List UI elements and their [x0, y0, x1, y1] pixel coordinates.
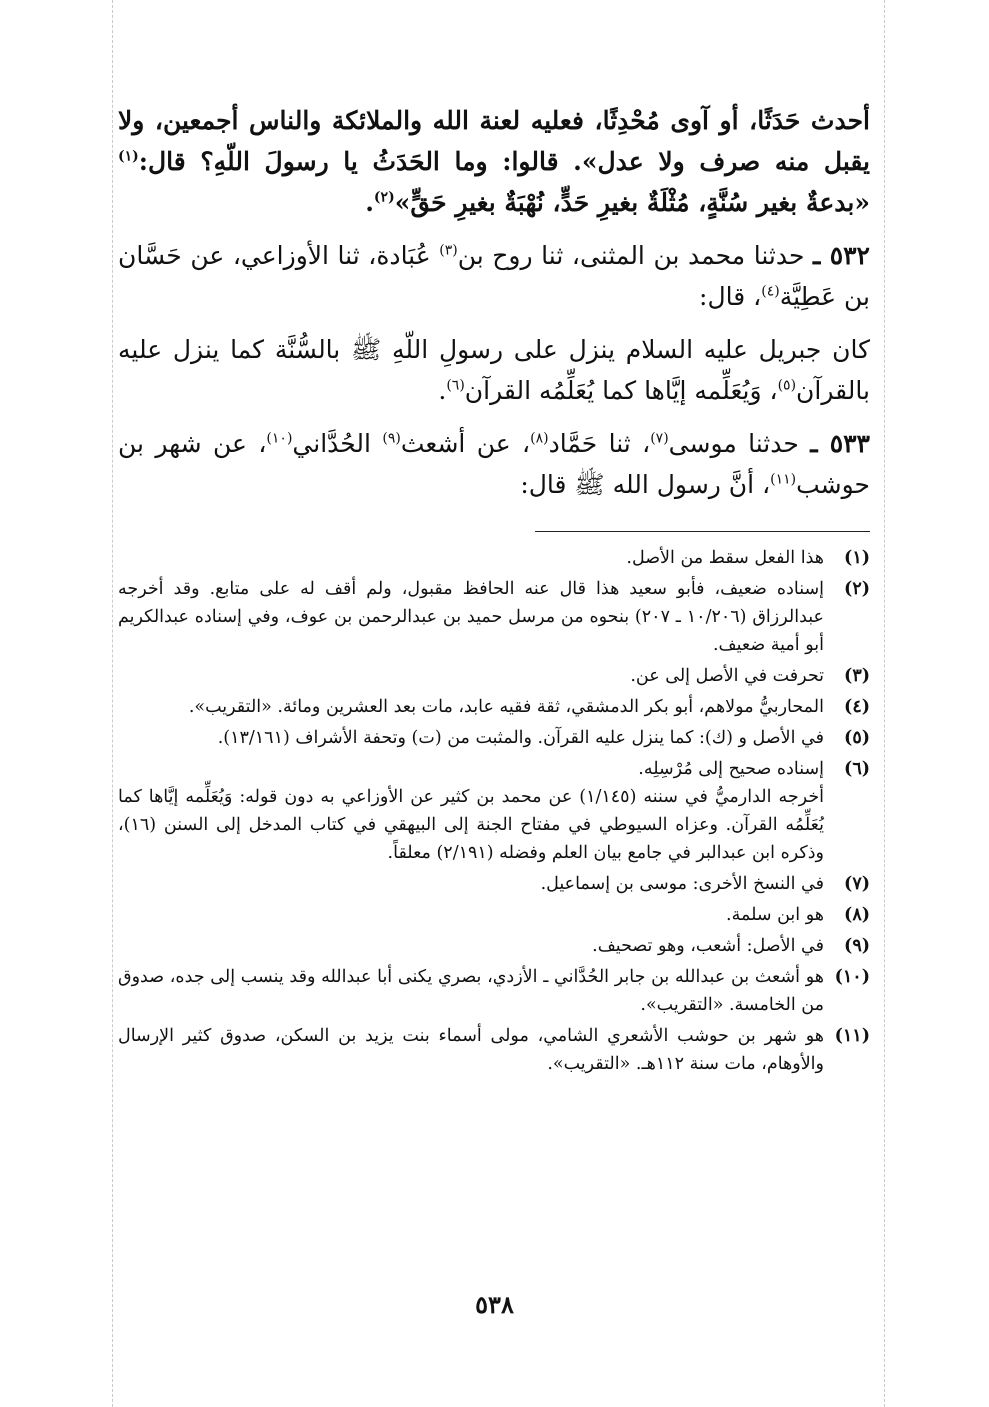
para1-quote: «بدعةٌ بغير سُنَّةٍ، مُثْلَةٌ بغيرِ حَدٍّ، نُهْبَةٌ بغيرِ حَقٍّ»: [394, 188, 870, 217]
footnote-number: (٧): [844, 874, 870, 894]
footnotes: [118, 544, 870, 1078]
footnote: [118, 963, 870, 1019]
note-ref-5: (٥): [777, 377, 797, 394]
footnote: [118, 1022, 870, 1078]
hadith-533-number: ٥٣٣ ـ: [810, 429, 870, 458]
note-ref-10: (١٠): [266, 430, 293, 447]
note-ref-3: (٣): [439, 242, 458, 259]
text532-a: كان جبريل عليه السلام ينزل على رسولِ اللّهِ ﷺ بالسُّنَّة كما ينزل عليه بالقرآن: [118, 335, 870, 405]
footnote: [118, 662, 870, 690]
footnote: [118, 575, 870, 659]
footnote: [118, 693, 870, 721]
para1-text: أحدث حَدَثًا، أو آوى مُحْدِثًا، فعليه لعنة الله والملائكة والناس أجمعين، ولا يقبل منه صرف ولا عدل». قالوا: وما الحَدَثُ يا رسولَ اللّهِ؟ قال:: [118, 106, 870, 176]
h533-f: ، أنَّ رسول الله ﷺ قال:: [520, 470, 771, 499]
note-ref-1: (١): [118, 148, 139, 165]
scan-edge-right: [884, 0, 885, 1407]
footnote-number: (٥): [844, 728, 870, 748]
footnote-text: هو أشعث بن عبدالله بن جابر الحُدَّاني ـ الأزدي، بصري يكنى أبا عبدالله وقد ينسب إلى جده، صدوق من الخامسة. «التقريب».: [118, 967, 824, 1015]
footnote: [118, 932, 870, 960]
footnote-number: (٨): [844, 905, 870, 925]
h533-c: ، عن أشعث: [400, 429, 531, 458]
footnote-separator: [535, 531, 870, 532]
footnote-number: (٣): [844, 666, 870, 686]
footnote-text: تحرفت في الأصل إلى عن.: [630, 666, 824, 686]
main-text: [118, 100, 870, 505]
footnote-number: (١٠): [834, 967, 870, 987]
h532-a: حدثنا محمد بن المثنى، ثنا روح بن: [457, 241, 805, 270]
page-number: ٥٣٨: [475, 1290, 514, 1319]
note-ref-11: (١١): [770, 471, 797, 488]
h533-d: الحُدَّاني: [292, 429, 371, 458]
hadith-532-text: كان جبريل عليه السلام ينزل على رسولِ اللّهِ ﷺ بالسُّنَّة كما ينزل عليه بالقرآن$^{(٥)}$، وَيُعَلِّمه إيَّاها كما يُعَلِّمُه القرآن$^{(٦)}$.: [118, 335, 870, 405]
footnote-text: المحاربيُّ مولاهم، أبو بكر الدمشقي، ثقة فقيه عابد، مات بعد العشرين ومائة. «التقريب».: [188, 697, 824, 717]
h533-e: ، عن شهر بن حوشب: [118, 429, 870, 499]
h533-b: ، ثنا حَمَّاد: [548, 429, 651, 458]
note-ref-4: (٤): [761, 283, 780, 300]
footnote-number: (٩): [844, 936, 870, 956]
footnote-text: هو شهر بن حوشب الأشعري الشامي، مولى أسماء بنت يزيد بن السكن، صدوق كثير الإرسال والأوهام، مات سنة ١١٢هـ. «التقريب».: [118, 1026, 824, 1074]
note-ref-7: (٧): [650, 430, 669, 447]
footnote-number: (٤): [844, 697, 870, 717]
note-ref-2: (٢): [373, 189, 395, 206]
hadith-532-isnad: [118, 235, 870, 317]
footnote-text: هذا الفعل سقط من الأصل.: [626, 548, 824, 568]
note-ref-9: (٩): [382, 430, 401, 447]
h533-a: حدثنا موسى: [668, 429, 799, 458]
footnote-number: (٢): [844, 579, 870, 599]
footnote: [118, 870, 870, 898]
h532-c: ، قال:: [699, 282, 762, 311]
footnote-text: في النسخ الأخرى: موسى بن إسماعيل.: [540, 874, 824, 894]
footnote-number: (١١): [834, 1026, 870, 1046]
hadith-532-number: ٥٣٢ ـ: [813, 241, 870, 270]
footnote: [118, 544, 870, 572]
footnote-text: إسناده ضعيف، فأبو سعيد هذا قال عنه الحافظ مقبول، ولم أقف له على متابع. وقد أخرجه عبدالرزاق (١٠/٢٠٦ ـ ٢٠٧) بنحوه من مرسل حميد بن عبدالرحمن بن عوف، وفي إسناده عبدالكريم أبو أمية ضعيف.: [118, 579, 824, 655]
footnote-text: في الأصل و (ك): كما ينزل عليه القرآن. والمثبت من (ت) وتحفة الأشراف (١٣/١٦١).: [217, 728, 824, 748]
footnote: [118, 755, 870, 867]
footnote-text: في الأصل: أشعب، وهو تصحيف.: [592, 936, 824, 956]
hadith-533-isnad: [118, 423, 870, 505]
footnote-text: إسناده صحيح إلى مُرْسِلِه. أخرجه الدارميُّ في سننه (١/١٤٥) عن محمد بن كثير عن الأوزاعي به دون قوله: وَيُعَلِّمه إيَّاها كما يُعَلِّمُه القرآن. وعزاه السيوطي في مفتاح الجنة إلى البيهقي في كتاب المدخل إلى السنن (١٦)، وذكره ابن عبدالبر في جامع بيان العلم وفضله (٢/١٩١) معلقاً.: [118, 759, 824, 863]
hadith-continuation: أحدث حَدَثًا، أو آوى مُحْدِثًا، فعليه لعنة الله والملائكة والناس أجمعين، ولا يقبل منه صرف ولا عدل». قالوا: وما الحَدَثُ يا رسولَ اللّهِ؟ قال:$^{(١)}$ «بدعةٌ بغير سُنَّةٍ، مُثْلَةٌ بغيرِ حَدٍّ، نُهْبَةٌ بغيرِ حَقٍّ»$^{(٢)}$.: [118, 106, 870, 217]
footnote-number: (٦): [844, 759, 870, 779]
h532-b: عُبَادة، ثنا الأوزاعي، عن حَسَّان بن عَطِيَّة: [118, 241, 870, 311]
note-ref-8: (٨): [530, 430, 549, 447]
footnote-number: (١): [844, 548, 870, 568]
scan-edge-left: [112, 0, 113, 1407]
footnote-text: هو ابن سلمة.: [726, 905, 824, 925]
footnote: [118, 901, 870, 929]
footnote: [118, 724, 870, 752]
text532-b: ، وَيُعَلِّمه إيَّاها كما يُعَلِّمُه القرآن: [464, 376, 778, 405]
note-ref-6: (٦): [446, 377, 465, 394]
book-page: [118, 100, 870, 1081]
